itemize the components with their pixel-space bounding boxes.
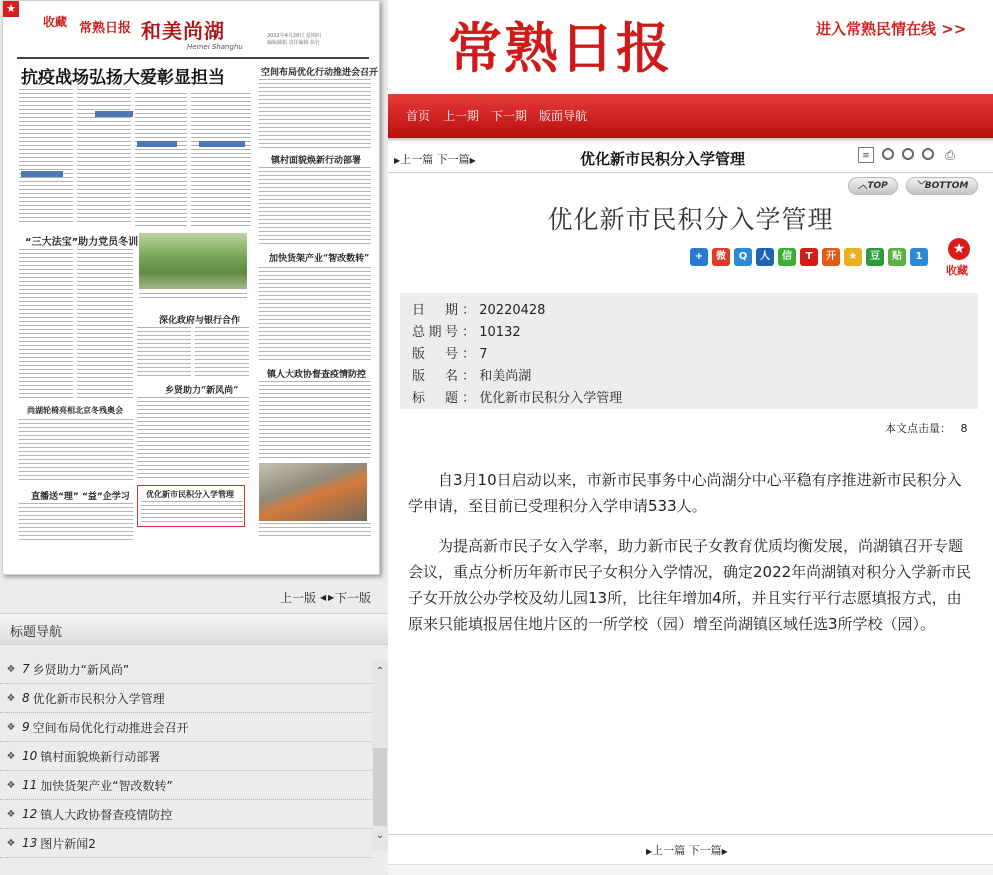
thumbnail-subtitle[interactable]: “三大法宝”助力党员冬训 (25, 237, 139, 248)
scroll-up-icon[interactable]: ⌃ (375, 666, 385, 677)
thumbnail-subtitle[interactable]: 镇村面貌焕新行动部署 (271, 156, 362, 166)
thumbnail-text-block (137, 327, 191, 377)
minqing-link[interactable]: 进入常熟民情在线 >> (816, 20, 967, 38)
thumbnail-caption (139, 293, 247, 301)
nav-item-number: 13 (22, 836, 38, 850)
thumbnail-subtitle[interactable]: 加快货架产业“智改数转” (269, 254, 370, 264)
nav-item-number: 7 (22, 662, 30, 676)
meta-label: 标题 (412, 391, 458, 406)
meta-label: 日期 (412, 303, 458, 318)
article-paragraph: 自3月10日启动以来，市新市民事务中心尚湖分中心平稳有序推进新市民积分入学申请，至目前已受理积分入学申请533人。 (408, 471, 962, 515)
nav-item-title[interactable]: 空间布局优化行动推进会召开 (32, 720, 189, 735)
bullet-icon: ❖ (6, 692, 16, 704)
bullet-icon: ❖ (6, 663, 16, 675)
thumbnail-text-block (77, 249, 133, 399)
thumbnail-section-en: Hemei Shanghu (187, 43, 243, 51)
thumbnail-subheading-bar (95, 111, 133, 117)
thumbnail-text-block (135, 93, 187, 227)
nav-item-title[interactable]: 加快货架产业“智改数转” (40, 778, 173, 793)
meta-row-title: 标题 ： 优化新市民积分入学管理 (412, 387, 622, 406)
hit-counter-label: 本文点击量： (885, 422, 951, 435)
weibo-icon[interactable]: 微 (712, 248, 730, 266)
chevron-down-icon: ﹀ (915, 181, 925, 191)
prev-arrow-icon[interactable]: ◀ (320, 593, 327, 602)
prev-article-link[interactable]: 上一篇 (400, 153, 434, 166)
thumbnail-subtitle[interactable]: 镇人大政协督查疫情防控 (267, 370, 367, 380)
article-prev-next (394, 151, 476, 167)
bullet-icon: ❖ (6, 750, 16, 762)
tieba-icon[interactable]: 贴 (888, 248, 906, 266)
one-icon[interactable]: 1 (910, 248, 928, 266)
page-pager (0, 587, 388, 607)
qzone-icon[interactable]: Q (734, 248, 752, 266)
thumbnail-text-block (259, 167, 371, 247)
nav-item-title[interactable]: 图片新闻2 (40, 836, 96, 851)
nav-item[interactable] (0, 800, 372, 829)
thumbnail-headline[interactable]: 抗疫战场弘扬大爱彰显担当 (21, 68, 225, 88)
nav-item-number: 11 (22, 778, 38, 792)
nav-item-title[interactable]: 优化新市民积分入学管理 (32, 691, 165, 706)
next-arrow-icon: ▶ (721, 847, 728, 856)
nav-item[interactable] (0, 713, 372, 742)
nav-item[interactable] (0, 742, 372, 771)
title-nav-heading: 标题导航 (10, 625, 63, 640)
meta-row-section: 版名 ： 和美尚湖 (412, 365, 531, 384)
renren-icon[interactable]: 人 (756, 248, 774, 266)
next-arrow-icon[interactable]: ▶ (328, 593, 335, 602)
next-page-link[interactable]: 下一版 (335, 591, 372, 605)
scroll-bottom-label: BOTTOM (924, 181, 969, 191)
thumbnail-meta-line: 2022年4月28日 星期四 (267, 33, 321, 39)
thumbnail-subtitle[interactable]: 乡贤助力“新风尚” (165, 386, 239, 396)
thumbnail-photo (259, 463, 367, 521)
zoom-out-icon[interactable] (922, 148, 934, 160)
main-nav (388, 94, 993, 138)
next-article-link[interactable]: 下一篇 (436, 153, 470, 166)
bullet-icon: ❖ (6, 837, 16, 849)
thumbnail-subheading-bar (137, 141, 177, 147)
favorite-label: 收藏 (946, 264, 968, 277)
article-toolbar (388, 143, 993, 173)
article-panel (388, 0, 993, 875)
thumbnail-text-block (19, 89, 73, 225)
nav-item-number: 8 (22, 691, 30, 705)
thumbnail-text-block (19, 249, 73, 399)
meta-row-date: 日期 ： 20220428 (412, 299, 545, 318)
nav-prev-issue[interactable]: 上一期 (443, 109, 480, 123)
title-nav-list (0, 655, 372, 862)
thumbnail-subtitle[interactable]: 空间布局优化行动推进会召开 (261, 68, 379, 78)
zoom-reset-icon[interactable] (902, 148, 914, 160)
article-title: 优化新市民积分入学管理 (547, 205, 834, 234)
wechat-icon[interactable]: 信 (778, 248, 796, 266)
masthead (388, 0, 993, 94)
prev-arrow-icon: ▶ (394, 156, 401, 165)
thumbnail-subheading-bar (199, 141, 245, 147)
nav-item[interactable] (0, 655, 372, 684)
bullet-icon: ❖ (6, 779, 16, 791)
thumbnail-subtitle[interactable]: 尚湖轮椅亮相北京冬残奥会 (27, 406, 123, 415)
toolbar-article-title: 优化新市民积分入学管理 (580, 150, 746, 168)
thumbnail-text-block (259, 79, 371, 149)
page-thumbnail[interactable] (2, 0, 380, 575)
star-icon[interactable]: ★ (844, 248, 862, 266)
bullet-icon: ❖ (6, 721, 16, 733)
thumbnail-text-block (141, 501, 243, 525)
thumbnail-text-block (19, 503, 133, 543)
thumbnail-current-article-title: 优化新市民积分入学管理 (146, 490, 234, 499)
hit-counter (885, 420, 968, 436)
thumbnail-text-block (259, 381, 371, 459)
prev-page-link[interactable]: 上一版 (280, 591, 317, 605)
article-meta (400, 293, 978, 409)
thumbnail-text-block (191, 93, 251, 227)
plus-share-icon[interactable]: + (690, 248, 708, 266)
thumbnail-paper-logo: 常熟日报 (79, 21, 132, 36)
meta-label: 版号 (412, 347, 458, 362)
thumbnail-photo (139, 233, 247, 289)
thumbnail-meta (267, 33, 367, 47)
thumbnail-header (79, 13, 379, 53)
print-icon[interactable]: ⎙ (945, 148, 955, 162)
nav-next-issue[interactable]: 下一期 (491, 109, 528, 123)
prev-arrow-icon: ▶ (646, 847, 653, 856)
article-paragraph: 为提高新市民子女入学率，助力新市民子女教育优质均衡发展，尚湖镇召开专题会议，重点分析历年新市民子女积分入学情况，确定2022年尚湖镇对积分入学新市民子女开放公办学校及幼儿园13所，比往年增加4所，并且实行平行志愿填报方式，由原来只能填报居住地片区的一所学校（园）增至尚湖镇区域任选3所学校（园）。 (408, 537, 972, 633)
article-pager-links (646, 842, 728, 858)
nav-page-index[interactable]: 版面导航 (539, 109, 588, 123)
thumbnail-subtitle[interactable]: 深化政府与银行合作 (159, 316, 241, 326)
nav-item[interactable] (0, 829, 372, 858)
scroll-top-label: TOP (867, 181, 888, 191)
thumbnail-text-block (19, 419, 133, 481)
paper-logo[interactable]: 常熟日报 (448, 16, 672, 80)
nav-item-number: 12 (22, 807, 38, 821)
scrollbar-thumb[interactable] (373, 748, 387, 826)
meta-value: 和美尚湖 (479, 369, 532, 384)
article-body (408, 467, 974, 651)
left-panel (0, 0, 388, 875)
meta-value: 7 (479, 347, 488, 362)
scroll-bottom-button[interactable] (906, 177, 978, 195)
notepad-icon[interactable]: ≡ (858, 147, 874, 163)
next-article-link[interactable]: 下一篇 (688, 844, 722, 857)
favorite-button[interactable] (946, 238, 972, 278)
footer-rule (388, 864, 993, 875)
meta-value: 优化新市民积分入学管理 (479, 391, 623, 406)
thumbnail-meta-line: 编辑邮箱 责任编辑 执行 (267, 40, 321, 46)
prev-article-link[interactable]: 上一篇 (652, 844, 686, 857)
nav-item-title[interactable]: 乡贤助力“新风尚” (32, 662, 130, 677)
nav-item-number: 10 (22, 749, 38, 763)
thumbnail-favorite-icon[interactable]: ★ (3, 1, 19, 17)
nav-item-title[interactable]: 镇村面貌焕新行动部署 (40, 749, 161, 764)
tsina-icon[interactable]: T (800, 248, 818, 266)
thumbnail-caption (259, 523, 371, 539)
meta-value: 20220428 (479, 303, 546, 318)
title-nav-header (0, 613, 388, 645)
next-arrow-icon: ▶ (469, 156, 476, 165)
kaixin-icon[interactable]: 开 (822, 248, 840, 266)
nav-item[interactable] (0, 684, 372, 713)
favorite-star-icon: ★ (948, 238, 970, 260)
meta-row-page: 版号 ： 7 (412, 343, 488, 362)
douban-icon[interactable]: 豆 (866, 248, 884, 266)
thumbnail-text-block (77, 89, 131, 225)
meta-label: 版名 (412, 369, 458, 384)
nav-scrollbar[interactable] (372, 660, 388, 850)
bullet-icon: ❖ (6, 808, 16, 820)
thumbnail-rule (17, 57, 369, 59)
meta-row-issue: 总期号 ： 10132 (412, 321, 521, 340)
chevron-up-icon: ︿ (858, 181, 868, 191)
meta-value: 10132 (479, 325, 521, 340)
thumbnail-section-name: 和美尚湖 (141, 19, 225, 43)
nav-home[interactable]: 首页 (406, 109, 431, 123)
scroll-down-icon[interactable]: ⌄ (375, 830, 385, 841)
nav-item-number: 9 (22, 720, 30, 734)
thumbnail-subtitle[interactable]: 直播送“理” “益”企学习 (31, 492, 130, 502)
scroll-top-button[interactable] (848, 177, 898, 195)
thumbnail-text-block (195, 327, 249, 377)
thumbnail-fav-label: 收藏 (43, 15, 68, 29)
article-pager (388, 834, 993, 864)
nav-item-title[interactable]: 镇人大政协督查疫情防控 (40, 807, 173, 822)
thumbnail-subheading-bar (21, 171, 63, 177)
hit-counter-value: 8 (960, 422, 968, 435)
meta-label: 总期号 (412, 325, 458, 340)
thumbnail-text-block (259, 267, 371, 363)
zoom-in-icon[interactable] (882, 148, 894, 160)
nav-item[interactable] (0, 771, 372, 800)
nav-shadow (388, 138, 993, 142)
thumbnail-text-block (137, 397, 249, 481)
